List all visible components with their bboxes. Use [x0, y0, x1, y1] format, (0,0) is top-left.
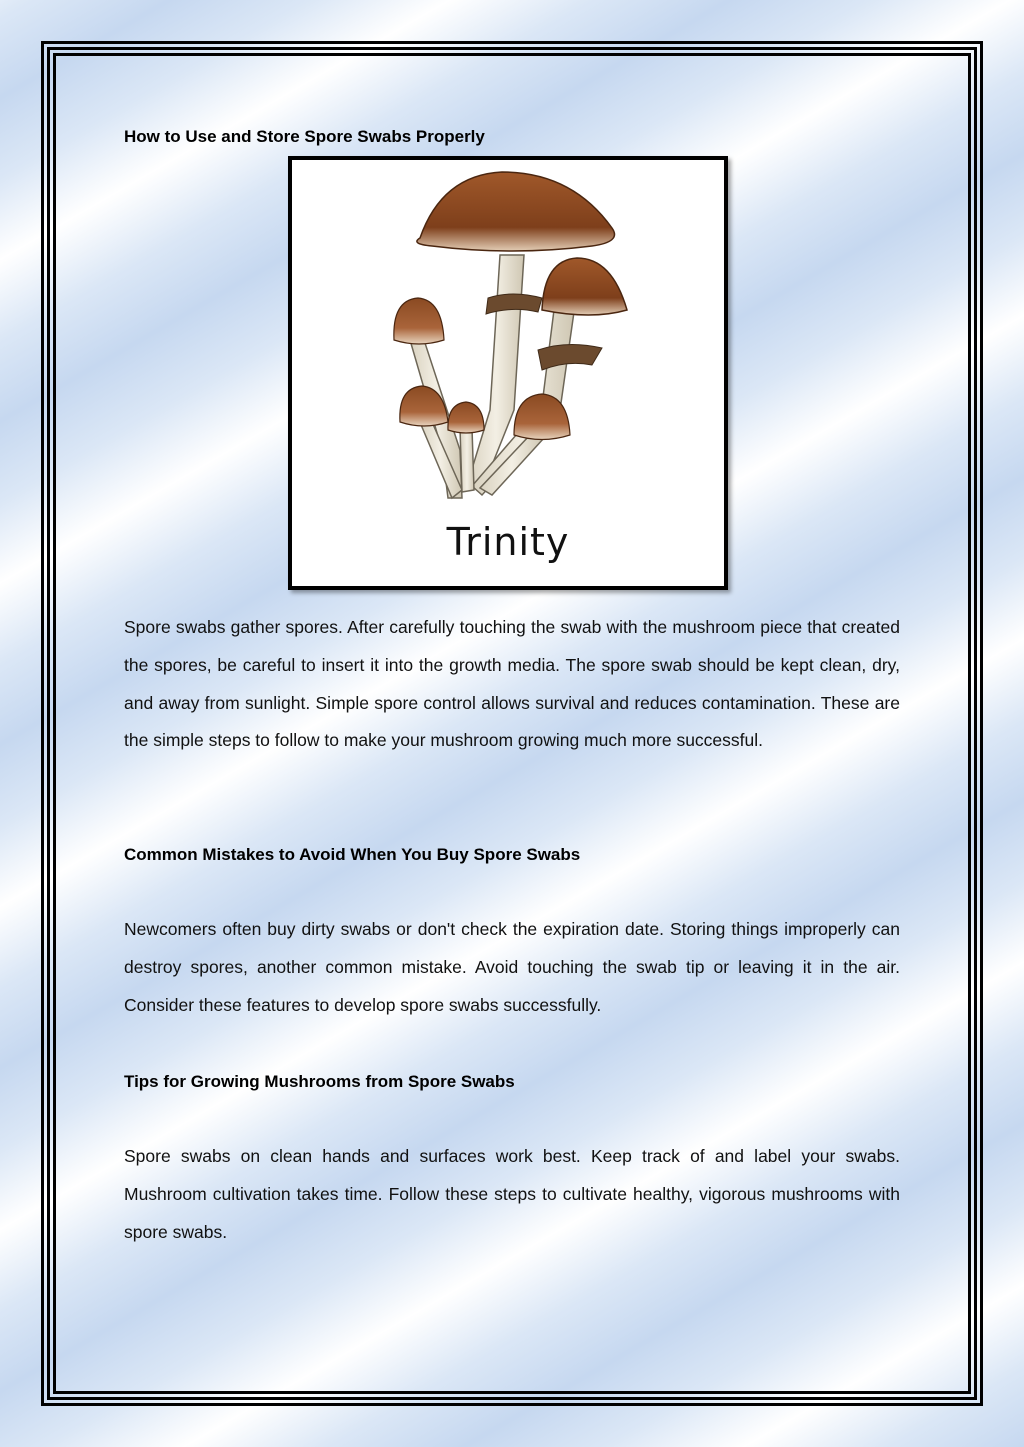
section-heading-common-mistakes: Common Mistakes to Avoid When You Buy Spore Swabs [124, 845, 581, 864]
paragraph-growing-tips: Spore swabs on clean hands and surfaces work best. Keep track of and label your swabs. Mushroom cultivation takes time. Follow these steps to cultivate healthy, vigorous mushrooms with spore swabs. [124, 1146, 900, 1242]
paragraph-common-mistakes: Newcomers often buy dirty swabs or don't check the expiration date. Storing things improperly can destroy spores, another common mistake. Avoid touching the swab tip or leaving it in the air. Consider these features to develop spore swabs successfully. [124, 919, 900, 1015]
small-cap-center [448, 402, 484, 433]
stem-ring-right [538, 344, 602, 370]
small-cap-left-top [394, 298, 444, 344]
paragraph-use-and-store: Spore swabs gather spores. After carefully touching the swab with the mushroom piece that created the spores, be careful to insert it into the growth media. The spore swab should be kept clean, dry, and away from sunlight. Simple spore control allows survival and reduces contamination. These are the simple steps to follow to make your mushroom growing much more successful. [124, 617, 900, 751]
small-center-stem [460, 428, 474, 492]
figure-caption: Trinity [446, 520, 570, 564]
main-cap [417, 172, 615, 251]
section-heading-use-and-store: How to Use and Store Spore Swabs Properly [124, 127, 485, 146]
right-cap [542, 258, 627, 315]
section-heading-growing-tips: Tips for Growing Mushrooms from Spore Swabs [124, 1072, 515, 1091]
mushroom-illustration [288, 156, 728, 590]
